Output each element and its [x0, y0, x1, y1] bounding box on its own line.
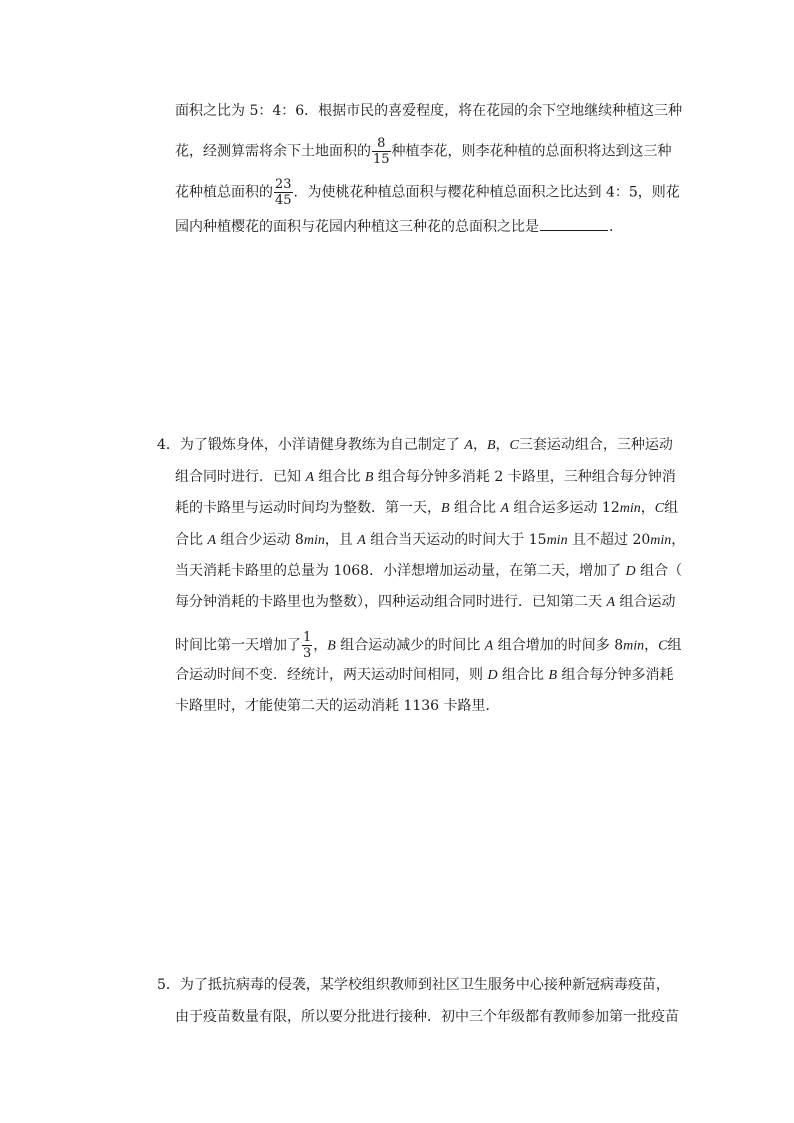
- p4-line-1: 4．为了锻炼身体，小洋请健身教练为自己制定了 A，B，C三套运动组合，三种运动: [157, 437, 673, 453]
- p3-text: 花，经测算需将余下土地面积的: [175, 143, 371, 160]
- question-number: 4．: [157, 437, 180, 453]
- answer-blank[interactable]: [540, 216, 608, 231]
- p5-line-1: 5．为了抵抗病毒的侵袭，某学校组织教师到社区卫生服务中心接种新冠病毒疫苗，: [157, 977, 670, 993]
- p3-text: 种植李花，则李花种植的总面积将达到这三种: [391, 143, 672, 160]
- question-number: 5．: [157, 977, 180, 993]
- p4-line-7: 时间比第一天增加了 $\frac{1}{3}$ ，B 组合运动减少的时间比 A 组合增加的时间多 8min，C组: [175, 630, 682, 661]
- p4-line-4: 合比 A 组合少运动 8min，且 A 组合当天运动的时间大于 15min 且不超过 20min，: [175, 532, 686, 548]
- p3-text: 园内种植樱花的面积与花园内种植这三种花的总面积之比是: [175, 219, 539, 235]
- p4-line-2: 组合同时进行．已知 A 组合比 B 组合每分钟多消耗 2 卡路里，三种组合每分钟消: [175, 469, 676, 485]
- p3-line-3: [175, 177, 680, 208]
- p4-line-8: 合运动时间不变．经统计，两天运动时间相同，则 D 组合比 B 组合每分钟多消耗: [175, 667, 674, 683]
- fraction-1-3: $\frac{1}{3}$: [303, 630, 312, 661]
- p3-line-4: 园内种植樱花的面积与花园内种植这三种花的总面积之比是 ．: [175, 216, 623, 236]
- fraction-8-15: $\frac{8}{15}$: [373, 136, 390, 167]
- p4-line-6: 每分钟消耗的卡路里也为整数），四种运动组合同时进行．已知第二天 A 组合运动: [175, 594, 676, 610]
- p4-line-9: 卡路里时，才能使第二天的运动消耗 1136 卡路里．: [175, 698, 500, 714]
- p4-line-5: 当天消耗卡路里的总量为 1068．小洋想增加运动量，在第二天，增加了 D 组合（: [175, 563, 683, 579]
- p3-line-1: [175, 101, 682, 121]
- fraction-23-45: $\frac{23}{45}$: [275, 177, 292, 208]
- p3-text: ．为使桃花种植总面积与樱花种植总面积之比达到 4：5，则花: [293, 184, 680, 201]
- p4-line-3: 耗的卡路里与运动时间均为整数．第一天，B 组合比 A 组合运多运动 12min，C组: [175, 500, 679, 516]
- p5-line-2: 由于疫苗数量有限，所以要分批进行接种．初中三个年级都有教师参加第一批疫苗: [175, 1009, 679, 1025]
- p3-text: 面积之比为 5：4：6．根据市民的喜爱程度，将在花园的余下空地继续种植这三种: [175, 103, 683, 119]
- p3-line-2: [175, 136, 672, 167]
- p3-text: 花种植总面积的: [175, 184, 273, 201]
